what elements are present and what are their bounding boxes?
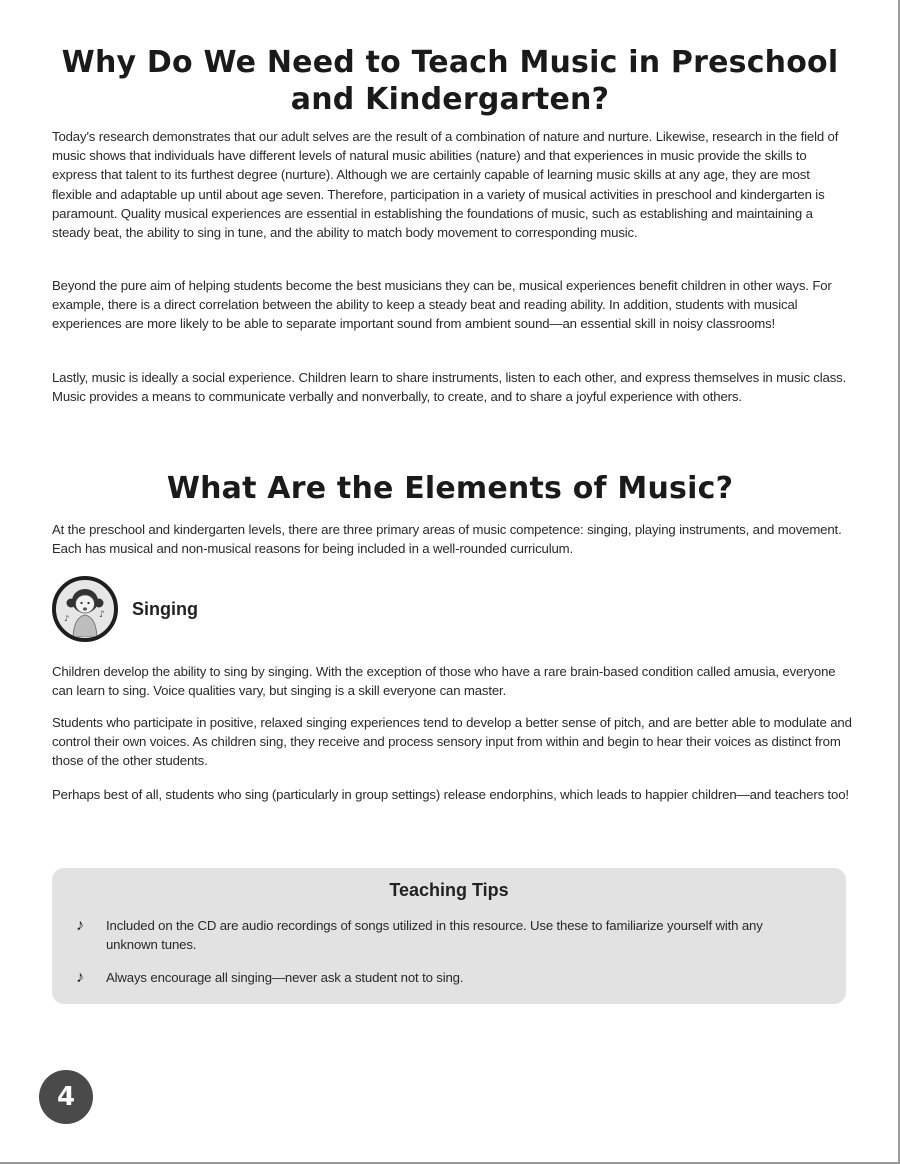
tip-text: Included on the CD are audio recordings of songs utilized in this resource. Use these to familiarize yourself with any unknown tunes. bbox=[106, 918, 763, 952]
list-item bbox=[76, 916, 816, 954]
svg-text:♪: ♪ bbox=[64, 614, 70, 623]
tip-text: Always encourage all singing—never ask a student not to sing. bbox=[106, 970, 464, 985]
paragraph-social-experience: Lastly, music is ideally a social experience. Children learn to share instruments, listen to each other, and express themselves in music class. Music provides a means to communicate verbally and nonverbally, to create, and to share a joyful experience with others. bbox=[52, 370, 847, 405]
list-item bbox=[76, 968, 816, 987]
paragraph-benefits: Beyond the pure aim of helping students become the best musicians they can be, musical experiences benefit children in other ways. For example, there is a direct correlation between the ability to keep a steady beat and reading ability. In addition, students with musical experiences are more likely to be able to separate important sound from ambient sound—an essential skill in noisy classrooms! bbox=[52, 278, 832, 332]
paragraph-sense-of-pitch: Students who participate in positive, relaxed singing experiences tend to develop a better sense of pitch, and are better able to modulate and control their own voices. As children sing, they receive and process sensory input from within and begin to hear their voices as distinct from those of the other students. bbox=[52, 715, 852, 769]
paragraph-learn-to-sing: Children develop the ability to sing by singing. With the exception of those who have a rare brain-based condition called amusia, everyone can learn to sing. Voice qualities vary, but singing is a skill everyone can master. bbox=[52, 664, 836, 699]
page-number-badge: 4 bbox=[39, 1070, 93, 1124]
paragraph-elements-intro: At the preschool and kindergarten levels, there are three primary areas of music competence: singing, playing instruments, and movement. Each has musical and non-musical reasons for being included in a well-rounded curriculum. bbox=[52, 522, 842, 557]
section-title-why-teach-music: Why Do We Need to Teach Music in Preschool and Kindergarten? bbox=[61, 45, 839, 117]
music-note-icon: ♪ bbox=[76, 969, 84, 986]
singing-label: Singing bbox=[132, 598, 198, 619]
section-title-elements-of-music: What Are the Elements of Music? bbox=[166, 471, 734, 506]
singing-subheading bbox=[52, 574, 198, 644]
svg-text:♪: ♪ bbox=[99, 610, 105, 620]
paragraph-endorphins: Perhaps best of all, students who sing (particularly in group settings) release endorphins, which leads to happier children—and teachers too! bbox=[52, 787, 849, 802]
teaching-tips-title: Teaching Tips bbox=[389, 880, 509, 900]
music-note-icon: ♪ bbox=[76, 917, 84, 934]
teaching-tips-box bbox=[52, 868, 846, 1004]
singing-girl-icon bbox=[52, 576, 118, 642]
paragraph-nature-nurture: Today's research demonstrates that our adult selves are the result of a combination of nature and nurture. Likewise, research in the field of music shows that individuals have different levels of natural music abilities (nature) and that experiences in music provide the skills to express that talent to its furthest degree (nurture). Although we are certainly capable of learning music skills at any age, they are most flexible and adaptable up until about age seven. Therefore, participation in a variety of musical activities in preschool and kindergarten is paramount. Quality musical experiences are essential in establishing the foundations of music, such as establishing and maintaining a steady beat, the ability to sing in tune, and the ability to match body movement to corresponding music. bbox=[52, 129, 839, 241]
